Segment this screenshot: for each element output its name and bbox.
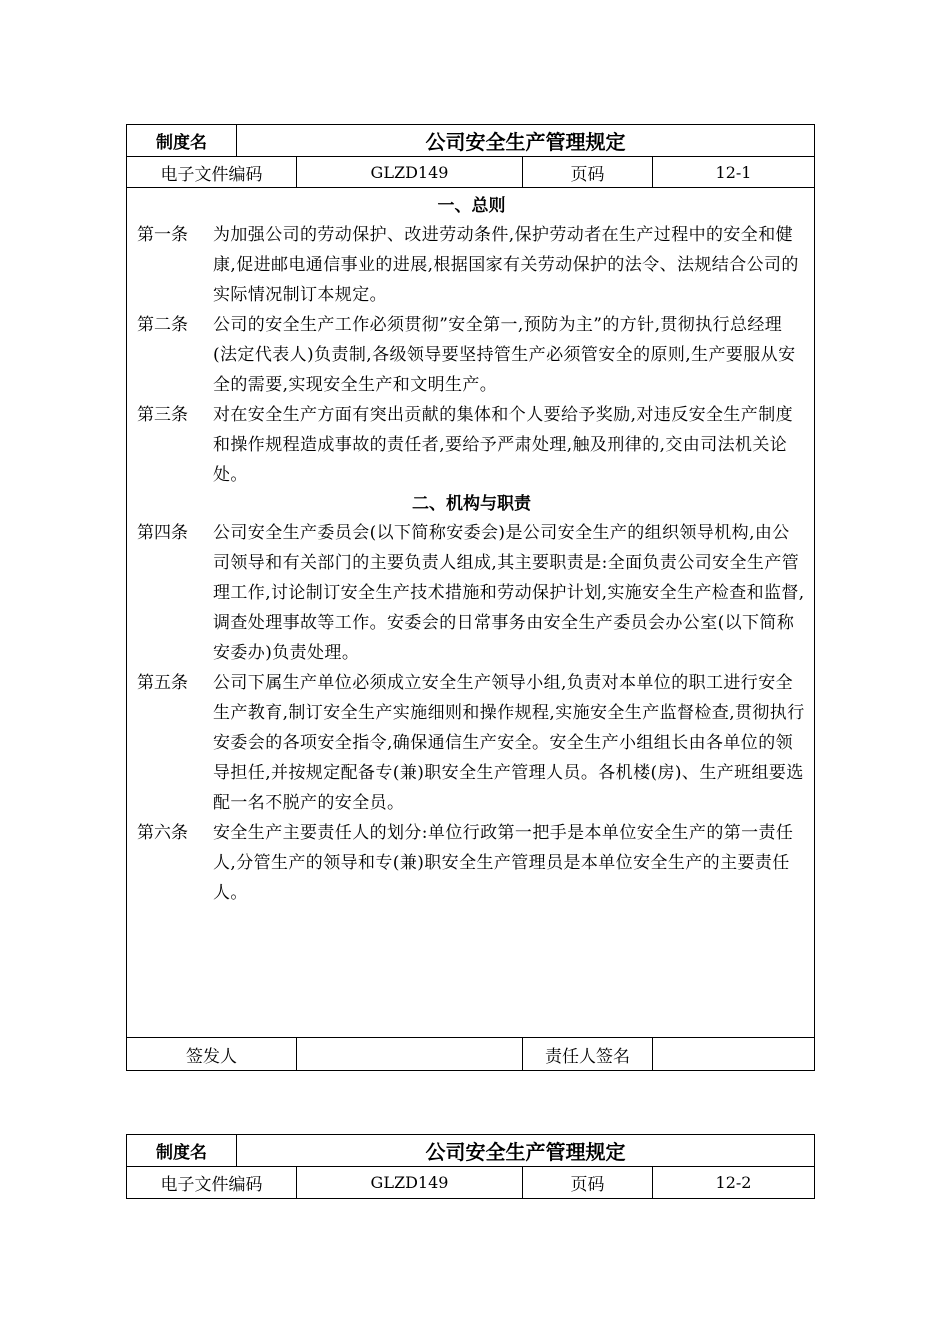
document-form-page-2 [126, 1134, 815, 1199]
page-number-label: 页码 [523, 1167, 653, 1198]
article-number: 第一条 [137, 225, 188, 245]
file-code-label: 电子文件编码 [127, 157, 297, 187]
file-code-label: 电子文件编码 [127, 1167, 297, 1198]
article-number: 第四条 [137, 523, 188, 543]
page-number-label: 页码 [523, 157, 653, 187]
title-row [127, 125, 814, 157]
article-number: 第三条 [137, 405, 188, 425]
section-heading: 一、总则 [437, 196, 506, 216]
document-body [127, 188, 814, 1038]
article-text: 为加强公司的劳动保护、改进劳动条件,保护劳动者在生产过程中的安全和健康,促进邮电通信事业的进展,根据国家有关劳动保护的法令、法规结合公司的实际情况制订本规定。 [213, 225, 799, 305]
signer-field[interactable] [297, 1038, 523, 1070]
article-number: 第二条 [137, 315, 188, 335]
responsible-signature-field[interactable] [653, 1038, 814, 1070]
page-number-value: 12-2 [715, 1173, 752, 1192]
title-row [127, 1135, 814, 1167]
page-number-value: 12-1 [715, 162, 752, 182]
article-number: 第六条 [137, 823, 188, 843]
article [137, 818, 806, 908]
file-code-value: GLZD149 [297, 157, 523, 187]
article [137, 518, 806, 668]
responsible-signature-label: 责任人签名 [523, 1038, 653, 1070]
article-text: 公司安全生产委员会(以下简称安委会)是公司安全生产的组织领导机构,由公司领导和有关部门的主要负责人组成,其主要职责是:全面负责公司安全生产管理工作,讨论制订安全生产技术措施和劳动保护计划,实施安全生产检查和监督,调查处理事故等工作。安委会的日常事务由安全生产委员会办公室(以下简称安委办)负责处理。 [213, 523, 805, 663]
document-form-page-1 [126, 124, 815, 1071]
article [137, 668, 806, 818]
signer-label: 签发人 [127, 1038, 297, 1070]
signature-row [127, 1038, 814, 1070]
policy-title: 公司安全生产管理规定 [425, 1140, 626, 1164]
file-code-value: GLZD149 [297, 1167, 523, 1198]
section-heading: 二、机构与职责 [412, 494, 531, 514]
article-text: 公司的安全生产工作必须贯彻”安全第一,预防为主”的方针,贯彻执行总经理(法定代表人)负责制,各级领导要坚持管生产必须管安全的原则,生产要服从安全的需要,实现安全生产和文明生产。 [213, 315, 796, 395]
code-row [127, 157, 814, 188]
policy-title: 公司安全生产管理规定 [425, 130, 626, 154]
article-text: 对在安全生产方面有突出贡献的集体和个人要给予奖励,对违反安全生产制度和操作规程造成事故的责任者,要给予严肃处理,触及刑律的,交由司法机关论处。 [213, 405, 794, 485]
article [137, 310, 806, 400]
article-number: 第五条 [137, 673, 188, 693]
article-text: 安全生产主要责任人的划分:单位行政第一把手是本单位安全生产的第一责任人,分管生产的领导和专(兼)职安全生产管理员是本单位安全生产的主要责任人。 [213, 823, 794, 903]
code-row [127, 1167, 814, 1198]
article [137, 400, 806, 490]
policy-name-label: 制度名 [127, 125, 237, 156]
article-text: 公司下属生产单位必须成立安全生产领导小组,负责对本单位的职工进行安全生产教育,制订安全生产实施细则和操作规程,实施安全生产监督检查,贯彻执行安委会的各项安全指令,确保通信生产安全。安全生产小组组长由各单位的领导担任,并按规定配备专(兼)职安全生产管理人员。各机楼(房)、生产班组要选配一名不脱产的安全员。 [213, 673, 805, 813]
policy-name-label: 制度名 [127, 1135, 237, 1166]
article [137, 220, 806, 310]
